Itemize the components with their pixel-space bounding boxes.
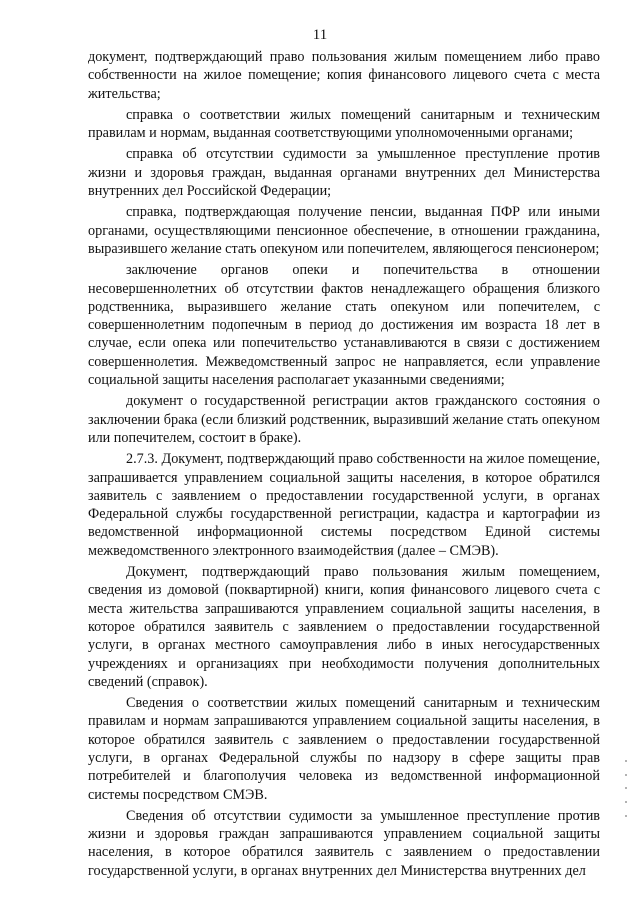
body-paragraph: 2.7.3. Документ, подтверждающий право собственности на жилое помещение, запрашивается управлением социальной защиты населения, в которое обратился заявитель с заявлением о предоставлении государственной услуги, в органах Федеральной службы государственной регистрации, кадастра и картографии из ведомственной информационной системы посредством Единой системы межведомственного электронного взаимодействия (далее – СМЭВ). [88,451,600,559]
body-paragraph: Сведения об отсутствии судимости за умышленное преступление против жизни и здоровья граждан запрашиваются управлением социальной защиты населения, в которое обратился заявитель с заявлением о предоставлении государственной услуги, в органах внутренних дел Министерства внутренних дел [88,807,600,879]
body-paragraph: справка о соответствии жилых помещений санитарным и техническим правилам и нормам, выданная соответствующими уполномоченными органами; [88,106,600,142]
body-paragraph: документ, подтверждающий право пользования жилым помещением либо право собственности на жилое помещение; копия финансового лицевого счета с места жительства; [88,49,600,102]
body-paragraph: документ о государственной регистрации актов гражданского состояния о заключении брака (если близкий родственник, выразивший желание стать опекуном или попечителем, состоит в браке). [88,393,600,446]
page-number: 11 [312,27,328,43]
body-paragraph: Сведения о соответствии жилых помещений санитарным и техническим правилам и нормам запрашиваются управлением социальной защиты населения, в которое обратился заявитель с заявлением о предоставлении государственной услуги, в органах Федеральной службы по надзору в сфере защиты прав потребителей и благополучия человека из ведомственной информационной системы посредством СМЭВ. [88,695,600,803]
scan-speck-marks [624,760,628,820]
body-paragraph: справка, подтверждающая получение пенсии, выданная ПФР или иными органами, осуществляющими пенсионное обеспечение, в отношении гражданина, выразившего желание стать опекуном или попечителем, являющегося пенсионером; [88,204,600,257]
body-paragraph: Документ, подтверждающий право пользования жилым помещением, сведения из домовой (поквартирной) книги, копия финансового лицевого счета с места жительства запрашиваются управлением социальной защиты населения, в которое обратился заявитель с заявлением о предоставлении государственной услуги, в органах местного самоуправления либо в иных негосударственных учреждениях и организациях при необходимости получения дополнительных сведений (справок). [88,564,600,690]
document-body [88,48,600,883]
body-paragraph: заключение органов опеки и попечительства в отношении несовершеннолетних об отсутствии фактов ненадлежащего обращения близкого родственника, выразившего желание стать опекуном или попечителем, с совершеннолетним подопечным в период до достижения им возраста 18 лет в случае, если опека или попечительство устанавливаются в связи с достижением совершеннолетия. Межведомственный запрос не направляется, если управление социальной защиты населения располагает указанными сведениями; [88,262,600,389]
body-paragraph: справка об отсутствии судимости за умышленное преступление против жизни и здоровья граждан, выданная органами внутренних дел Министерства внутренних дел Российской Федерации; [88,146,600,200]
